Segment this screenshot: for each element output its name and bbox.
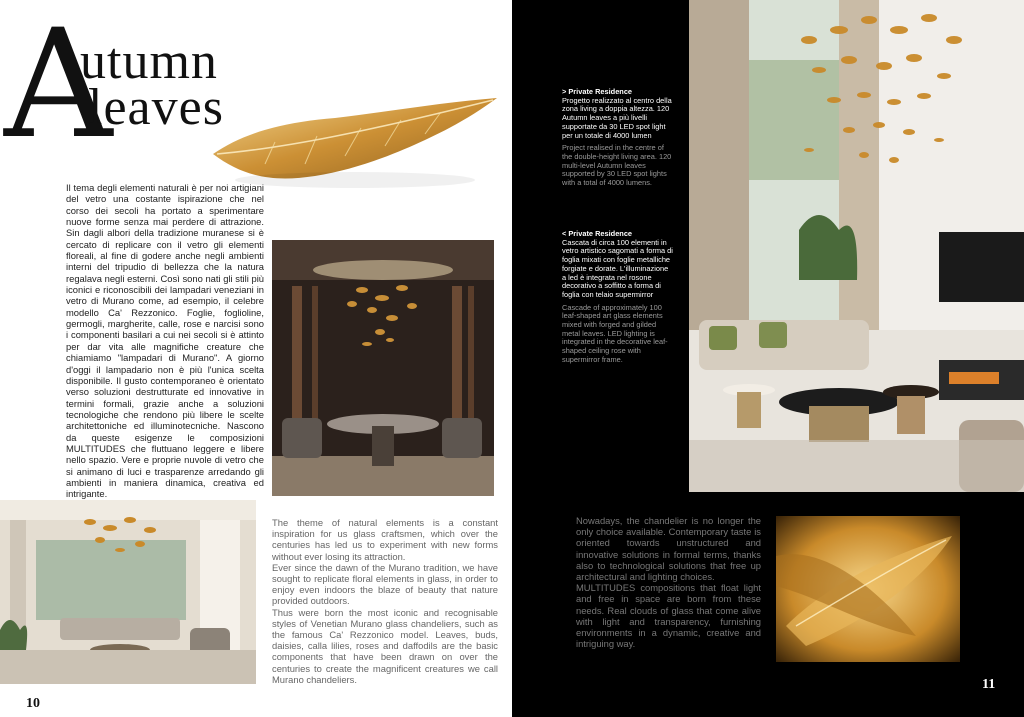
caption-italian: Progetto realizzato al centro della zona living a doppia altezza. 120 Autumn leaves a più livelli supportate da 30 LED spot light per un totale di 4000 lumen: [562, 95, 672, 140]
title-line-2: leaves: [88, 79, 224, 136]
living-room-photo: [0, 500, 256, 684]
body-text-english-right: [576, 515, 761, 649]
body-text-english-left: [272, 517, 498, 685]
page-number-left: 10: [26, 696, 40, 711]
paragraph: The theme of natural elements is a constant inspiration for us glass craftsmen, which over the centuries has led us to experiment with new forms without ever losing its attraction.: [272, 517, 498, 562]
caption-english: Cascade of approximately 100 leaf-shaped art glass elements mixed with forged and gilded metal leaves. LED lighting is integrated in the decorative leaf-shaped ceiling rose with supermirror frame.: [562, 302, 668, 364]
body-text-italian: Il tema degli elementi naturali è per noi artigiani del vetro una costante ispirazione che nel corso dei secoli ha portato a sperimentare nuove forme senza mai perdere di attrazione. Sin dagli albori della tradizione muranese si è cercato di replicare con il vetro gli elementi floreali, al fine di godere anche negli ambienti interni del tripudio di bellezza che la natura regalava negli esterni. Così sono nati gli stili più iconici e riconoscibili dei lampadari veneziani in vetro di Murano come, ad esempio, il celebre modello Ca' Rezzonico. Foglie, foglioline, germogli, margherite, calle, rose e narcisi sono i componenti basilari a cui nei secoli si è attinto per dar vita alle magnifiche creature che chiamiamo "lampadari di Murano". A giorno d'oggi il lampadario non è più l'unica scelta disponibile. Il gusto contemporaneo è orientato verso soluzioni destrutturate ed innovative in termini formali, grazie anche a soluzioni tecnologiche che rendono più libere le scelte architettoniche ed illuminotecniche. Nascono da queste esigenze le composizioni MULTITUDES che fluttuano leggere e libere nello spazio. Vere e proprie nuvole di vetro che si animano di luci e trasparenze arredando gli ambienti in maniera dinamica, creativa ed intrigante.: [66, 182, 264, 500]
paragraph: Thus were born the most iconic and recognisable styles of Venetian Murano glass chandeliers, such as the famous Ca' Rezzonico model. Leaves, buds, daisies, calla lilies, roses and daffodils are the basic components that have been drawn on over the centuries to create the magnificent creatures we call Murano chandeliers.: [272, 606, 498, 685]
paragraph: Nowadays, the chandelier is no longer the only choice available. Contemporary taste is oriented towards unstructured and innovative solutions in formal terms, thanks also to technological solutions that free up architectural and lighting choices.: [576, 515, 761, 583]
title-initial: A: [4, 0, 113, 172]
paragraph: Ever since the dawn of the Murano tradition, we have sought to replicate floral elements in glass, in order to enjoy even indoors the blaze of beauty that nature provided outdoors.: [272, 561, 498, 607]
page-number-right: 11: [982, 677, 996, 692]
paragraph: MULTITUDES compositions that float light and free in space are born from these needs. Real clouds of glass that come alive with light and transparency, furnishing environments in a dynamic, creative and intriguing way.: [576, 582, 761, 650]
caption-title: > Private Residence: [562, 87, 633, 96]
caption-title: < Private Residence: [562, 229, 633, 238]
golden-leaves-closeup-photo: [776, 516, 960, 662]
dining-room-photo: [272, 240, 494, 496]
double-height-living-photo: [689, 0, 1024, 492]
title-line-1: utumn: [80, 33, 218, 90]
caption-private-residence-2: [562, 230, 674, 365]
right-page: [512, 0, 1024, 717]
caption-italian: Cascata di circa 100 elementi in vetro artistico sagomati a forma di foglia mixati con foglie metalliche forgiate e dorate. L'illuminazione a led è integrata nel rosone decorativo a soffitto a forma di foglia con telaio supermirror: [562, 237, 673, 299]
caption-english: Project realised in the centre of the double-height living area. 120 multi-level Autumn leaves supported by 30 LED spot lights with a total of 4000 lumens.: [562, 143, 672, 188]
caption-private-residence-1: [562, 88, 674, 188]
